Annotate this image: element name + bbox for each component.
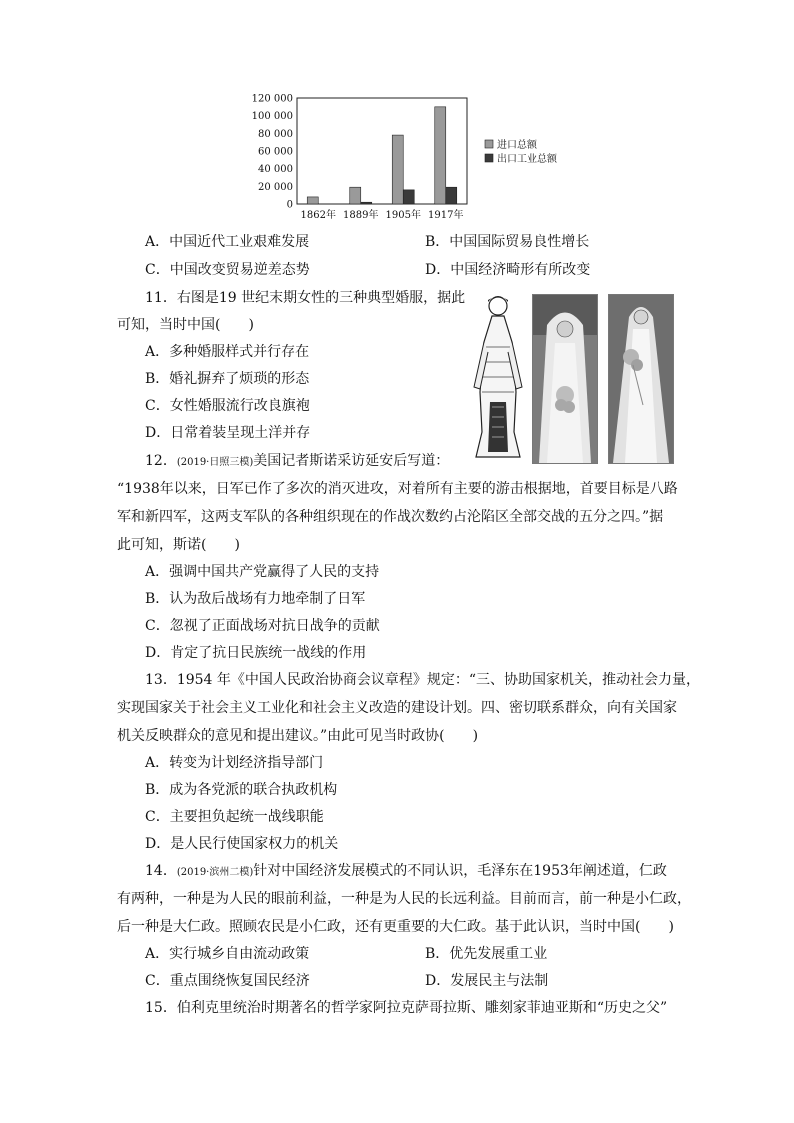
q14-stem-line1 [145,861,667,883]
bride-photo-2 [608,294,674,464]
q13-stem-line3: 机关反映群众的意见和提出建议。”由此可见当时政协( ) [117,728,479,744]
y-tick-label: 80 000 [258,128,293,140]
q12-option-a[interactable]: A．强调中国共产党赢得了人民的支持 [145,564,380,580]
bar-export [446,187,457,204]
q13-stem-line2: 实现国家关于社会主义工业化和社会主义改造的建设计划。四、密切联系群众，向有关国家 [117,700,677,716]
q11-option-a[interactable]: A．多种婚服样式并行存在 [145,344,310,360]
q12-source-tag: (2019·日照三模) [176,457,254,468]
q14-option-c[interactable]: C．重点围绕恢复国民经济 [145,973,310,989]
q11-stem-line1: 11．右图是19 世纪末期女性的三种典型婚服，据此 [145,290,466,306]
traditional-wedding-dress-drawing [468,292,528,462]
q13-stem-line1: 13．1954 年《中国人民政治协商会议章程》规定：“三、协助国家机关，推动社会力量， [145,672,701,688]
y-tick-label: 20 000 [258,181,293,193]
q14-number: 14． [145,863,177,879]
q12-stem-line3: 军和新四军，这两支军队的各种组织现在的作战次数约占沦陷区全部交战的五分之四。”据 [117,509,664,525]
q12-stem-line4: 此可知，斯诺( ) [117,537,240,553]
q14-source-tag: (2019·滨州二模) [176,867,254,878]
q14-stem-line2: 有两种，一种是为人民的眼前利益，一种是为人民的长远利益。目前而言，前一种是小仁政， [117,891,691,907]
legend-label: 进口总额 [497,140,537,151]
y-tick-label: 0 [286,199,293,211]
bar-export [403,190,414,204]
q14-stem-line3: 后一种是大仁政。照顾农民是小仁政，还有更重要的大仁政。基于此认识，当时中国( ) [117,919,674,935]
q12-stem-text: 美国记者斯诺采访延安后写道： [253,453,450,469]
q13-option-c[interactable]: C．主要担负起统一战线职能 [145,809,324,825]
trade-bar-chart [245,88,585,228]
q14-option-d[interactable]: D．发展民主与法制 [425,973,549,989]
q12-stem-line1 [145,451,449,473]
legend-swatch [485,154,493,162]
x-tick-label: 1889年 [343,210,379,221]
q11-option-c[interactable]: C．女性婚服流行改良旗袍 [145,398,310,414]
q13-option-b[interactable]: B．成为各党派的联合执政机构 [145,782,338,798]
q12-option-b[interactable]: B．认为敌后战场有力地牵制了日军 [145,591,366,607]
legend-label: 出口工业总额 [497,154,557,165]
bar-import [435,107,446,204]
q13-option-d[interactable]: D．是人民行使国家权力的机关 [145,836,339,852]
q12-stem-line2: “1938年以来，日军已作了多次的消灭进攻，对着所有主要的游击根据地，首要目标是八路 [117,481,678,497]
bride-photo-1 [532,294,598,464]
q11-option-b[interactable]: B．婚礼摒弃了烦琐的形态 [145,371,310,387]
chart-svg [245,88,585,228]
bar-import [307,197,318,204]
q10-option-b[interactable]: B．中国国际贸易良性增长 [425,234,590,250]
x-tick-label: 1905年 [385,210,421,221]
q13-option-a[interactable]: A．转变为计划经济指导部门 [145,755,324,771]
x-tick-label: 1917年 [428,210,464,221]
q14-option-a[interactable]: A．实行城乡自由流动政策 [145,946,310,962]
y-tick-label: 60 000 [258,146,293,158]
q11-stem-line2: 可知，当时中国( ) [117,317,254,333]
bar-import [392,135,403,204]
y-tick-label: 120 000 [251,93,293,105]
q12-option-c[interactable]: C．忽视了正面战场对抗日战争的贡献 [145,618,380,634]
q14-stem-text: 针对中国经济发展模式的不同认识，毛泽东在1953年阐述道，仁政 [253,863,667,879]
x-tick-label: 1862年 [300,210,336,221]
q15-stem-line1: 15．伯利克里统治时期著名的哲学家阿拉克萨哥拉斯、雕刻家菲迪亚斯和“历史之父” [145,1000,668,1016]
q12-option-d[interactable]: D．肯定了抗日民族统一战线的作用 [145,645,367,661]
q11-option-d[interactable]: D．日常着装呈现土洋并存 [145,425,311,441]
y-tick-label: 40 000 [258,164,293,176]
q12-number: 12． [145,453,177,469]
q14-option-b[interactable]: B．优先发展重工业 [425,946,548,962]
legend-swatch [485,140,493,148]
q10-option-c[interactable]: C．中国改变贸易逆差态势 [145,262,310,278]
bar-import [350,187,361,204]
y-tick-label: 100 000 [251,111,293,123]
q10-option-d[interactable]: D．中国经济畸形有所改变 [425,262,591,278]
bar-export [361,202,372,204]
q10-option-a[interactable]: A．中国近代工业艰难发展 [145,234,310,250]
